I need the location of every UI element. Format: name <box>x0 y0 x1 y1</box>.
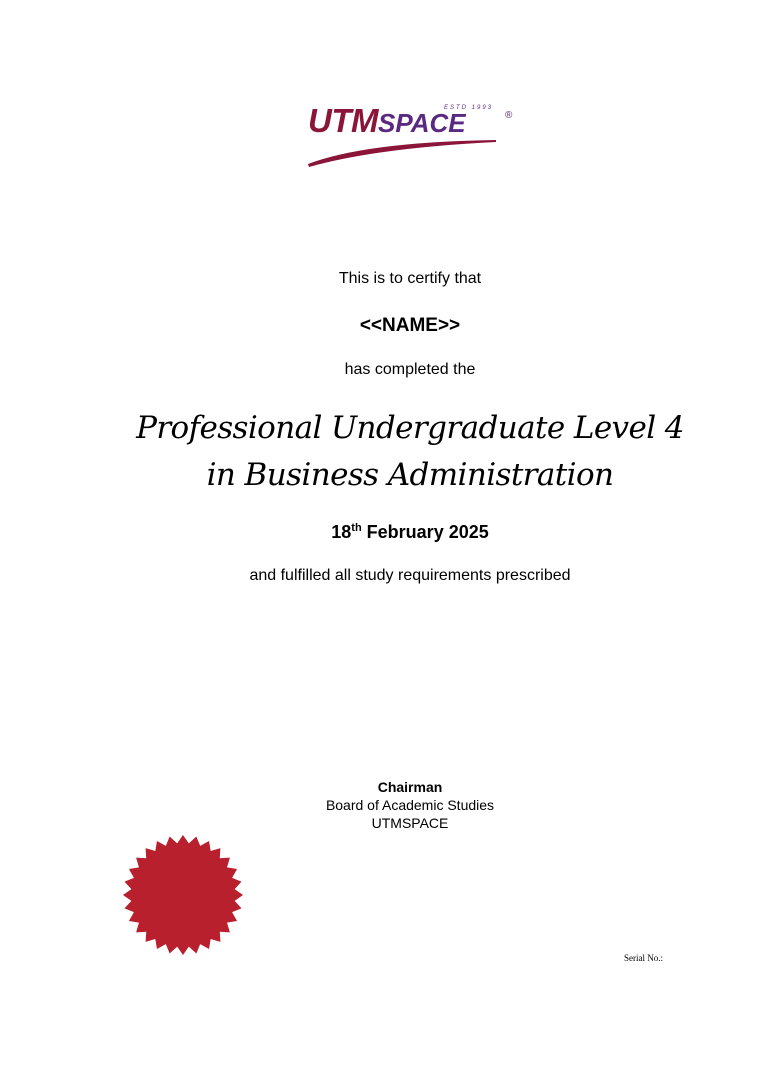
date-month-year: February 2025 <box>361 522 489 542</box>
recipient-name: <<NAME>> <box>359 315 461 336</box>
signatory-board: Board of Academic Studies <box>325 797 495 813</box>
completion-date <box>0 522 768 543</box>
certify-intro: This is to certify that <box>338 270 482 287</box>
logo-space-text: SPACE <box>377 108 466 138</box>
seal-icon <box>122 834 244 956</box>
programme-title-line-2: in Business Administration <box>206 457 614 493</box>
logo-established-text: ESTD 1993 <box>444 105 494 111</box>
logo-utm-text: UTM <box>308 102 378 139</box>
completed-text: has completed the <box>344 361 476 378</box>
serial-number-label: Serial No.: <box>624 953 663 963</box>
programme-title <box>0 405 768 499</box>
date-day: 18 <box>331 522 352 542</box>
fulfilled-text: and fulfilled all study requirements prescribed <box>249 567 571 584</box>
registered-mark: ® <box>505 110 513 121</box>
signatory-institution: UTMSPACE <box>371 815 449 831</box>
programme-title-line-1: Professional Undergraduate Level 4 <box>136 410 684 446</box>
logo-swoosh-icon <box>306 130 506 170</box>
utmspace-logo <box>306 100 520 170</box>
signatory-role: Chairman <box>377 779 443 795</box>
signatory-block <box>0 778 768 832</box>
date-suffix: th <box>351 522 362 534</box>
